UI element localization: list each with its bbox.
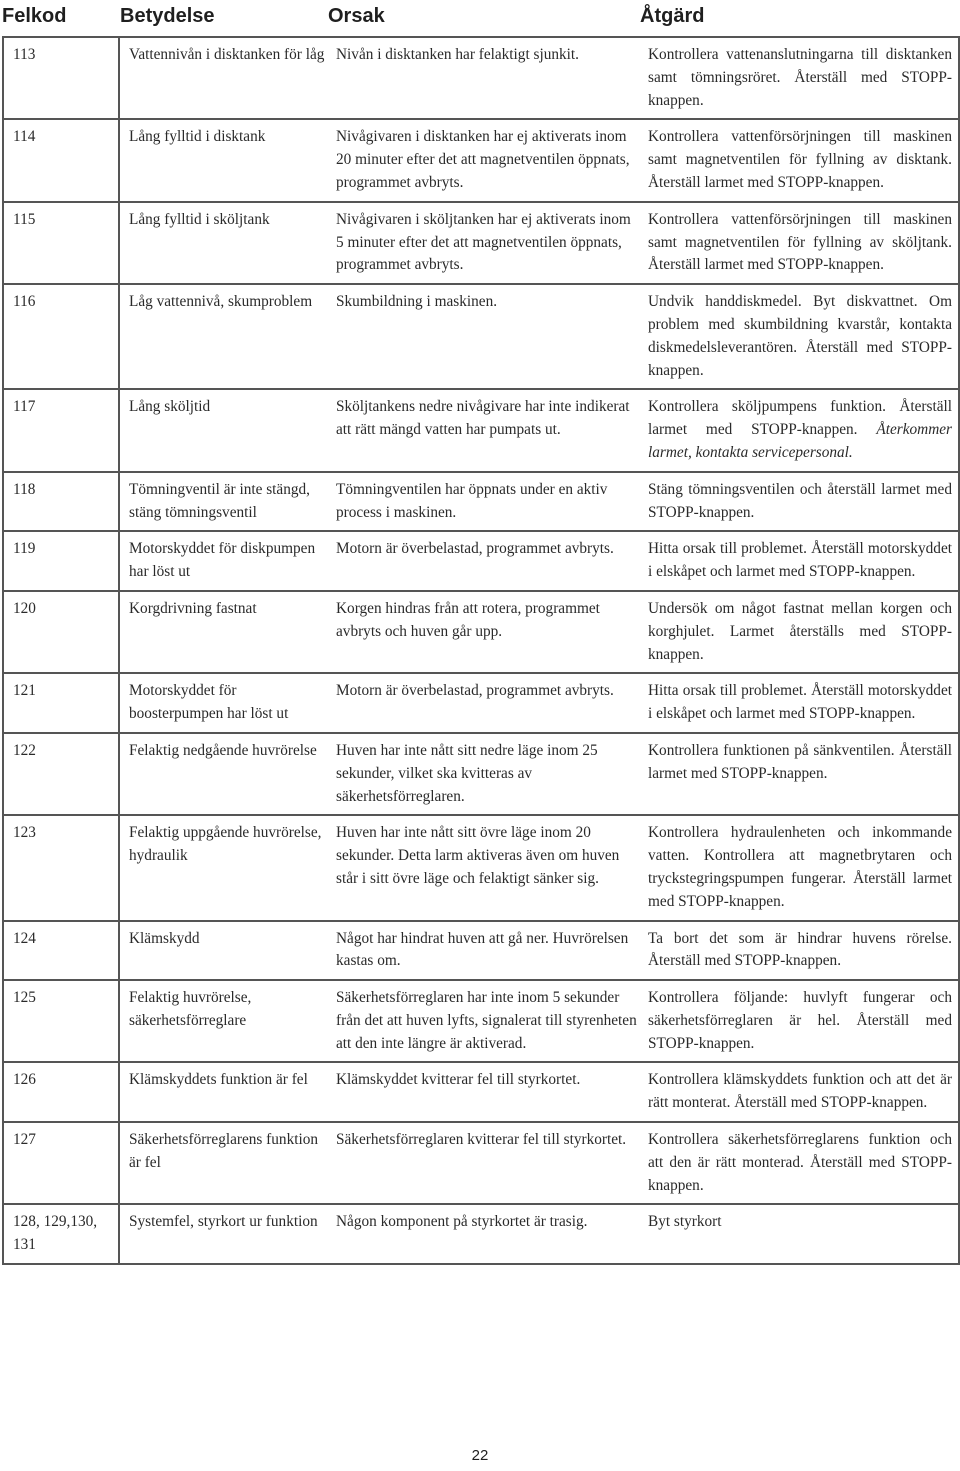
error-action-text: Kontrollera följande: huvlyft fungerar och säkerhetsförreglaren är hel. Återställ med STOPP-knappen.	[648, 989, 952, 1052]
error-meaning-text: Motorskyddet för boosterpumpen har löst ut	[129, 682, 289, 723]
error-code	[3, 980, 119, 1062]
error-code-text: 114	[13, 128, 36, 146]
error-meaning-text: Säkerhetsförreglarens funktion är fel	[129, 1131, 319, 1171]
error-action	[639, 1062, 959, 1122]
error-meaning-text: Felaktig uppgående huvrörelse, hydraulik	[129, 824, 322, 865]
page-number: 22	[471, 1447, 489, 1464]
error-code	[3, 1062, 119, 1122]
error-code	[3, 1122, 119, 1204]
error-meaning	[119, 980, 327, 1062]
error-cause	[327, 733, 639, 815]
error-meaning-text: Tömningventil är inte stängd, stäng tömningsventil	[129, 480, 310, 521]
error-meaning-text: Felaktig huvrörelse, säkerhetsförreglare	[129, 989, 252, 1029]
error-cause	[327, 815, 639, 920]
error-meaning	[119, 591, 327, 673]
error-code-text: 113	[13, 46, 36, 63]
error-meaning-text: Lång fylltid i sköljtank	[129, 210, 270, 228]
error-code	[3, 389, 119, 471]
error-code-text: 116	[13, 293, 36, 311]
error-code-text: 122	[13, 741, 36, 759]
error-code-text: 118	[13, 480, 36, 498]
error-meaning	[119, 531, 327, 591]
error-cause-text: Motorn är överbelastad, programmet avbryts.	[336, 682, 614, 700]
error-code-text: 119	[13, 540, 36, 558]
error-action-text: Stäng tömningsventilen och återställ larmet med STOPP-knappen.	[648, 480, 952, 521]
table-row	[3, 815, 959, 920]
error-code-text: 123	[13, 824, 36, 842]
table-row	[3, 531, 959, 591]
error-action	[639, 119, 959, 201]
error-cause	[327, 531, 639, 591]
error-action	[639, 1204, 959, 1264]
error-action	[639, 389, 959, 471]
error-meaning-text: Vattennivån i disktanken för låg	[129, 46, 325, 63]
error-action	[639, 733, 959, 815]
error-action-text: Hitta orsak till problemet. Återställ motorskyddet i elskåpet och larmet med STOPP-knappen.	[648, 540, 952, 581]
error-cause	[327, 980, 639, 1062]
error-action	[639, 980, 959, 1062]
table-header	[0, 0, 960, 36]
error-action-text: Kontrollera vattenförsörjningen till maskinen samt magnetventilen för fyllning av sköljtank. Återställ larmet med STOPP-knappen.	[648, 210, 952, 274]
error-action-text: Hitta orsak till problemet. Återställ motorskyddet i elskåpet och larmet med STOPP-knappen.	[648, 682, 952, 723]
error-cause	[327, 591, 639, 673]
error-code-text: 126	[13, 1071, 36, 1089]
table-row	[3, 591, 959, 673]
error-code-text: 128, 129,130, 131	[13, 1213, 98, 1254]
table-row	[3, 472, 959, 532]
error-cause-text: Klämskyddet kvitterar fel till styrkortet.	[336, 1071, 581, 1089]
error-code-text: 127	[13, 1131, 36, 1149]
error-cause-text: Huven har inte nått sitt nedre läge inom 25 sekunder, vilket ska kvitteras av säkerhetsförreglaren.	[336, 741, 598, 805]
table-row	[3, 37, 959, 119]
error-cause	[327, 921, 639, 981]
error-meaning-text: Klämskydd	[129, 929, 200, 947]
error-cause-text: Skumbildning i maskinen.	[336, 293, 498, 311]
table-row	[3, 284, 959, 389]
error-code	[3, 472, 119, 532]
error-cause	[327, 472, 639, 532]
error-meaning	[119, 1122, 327, 1204]
error-meaning	[119, 119, 327, 201]
table-row	[3, 1062, 959, 1122]
error-action	[639, 472, 959, 532]
error-meaning	[119, 921, 327, 981]
error-cause	[327, 389, 639, 471]
error-meaning-text: Systemfel, styrkort ur funktion	[129, 1213, 318, 1231]
error-cause-text: Huven har inte nått sitt övre läge inom 20 sekunder. Detta larm aktiveras även om huven står i sitt övre läge och felaktigt sänker sig.	[336, 824, 620, 887]
error-action-text: Undersök om något fastnat mellan korgen och korghjulet. Larmet återställs med STOPP-knappen.	[648, 599, 952, 663]
error-code	[3, 1204, 119, 1264]
error-code	[3, 284, 119, 389]
error-action-text: Undvik handdiskmedel. Byt diskvattnet. Om problem med skumbildning kvarstår, kontakta diskmedelsleverantören. Återställ med STOPP-knappen.	[648, 293, 952, 379]
error-code-text: 125	[13, 989, 36, 1007]
error-meaning-text: Låg vattennivå, skumproblem	[129, 293, 313, 311]
error-action-text: Kontrollera sköljpumpens funktion. Återställ larmet med STOPP-knappen.	[648, 398, 952, 439]
error-meaning-text: Lång sköljtid	[129, 398, 211, 416]
error-cause	[327, 202, 639, 284]
error-code	[3, 921, 119, 981]
error-code	[3, 673, 119, 733]
error-cause-text: Säkerhetsförreglaren har inte inom 5 sekunder från det att huven lyfts, signalerat till styrenheten att den inte längre är aktiverad.	[336, 989, 637, 1052]
error-cause-text: Nivån i disktanken har felaktigt sjunkit.	[336, 46, 580, 63]
error-cause-text: Nivågivaren i disktanken har ej aktiverats inom 20 minuter efter det att magnetventilen öppnats, programmet avbryts.	[336, 128, 630, 191]
error-code-table	[2, 36, 960, 1265]
error-meaning	[119, 202, 327, 284]
table-row	[3, 389, 959, 471]
error-cause-text: Tömningventilen har öppnats under en aktiv process i maskinen.	[336, 480, 608, 521]
table-row	[3, 1122, 959, 1204]
error-code-text: 124	[13, 929, 36, 947]
error-cause-text: Någon komponent på styrkortet är trasig.	[336, 1213, 588, 1231]
error-action	[639, 1122, 959, 1204]
error-action-text: Kontrollera vattenförsörjningen till maskinen samt magnetventilen för fyllning av disktank. Återställ larmet med STOPP-knappen.	[648, 128, 952, 191]
error-cause-text: Nivågivaren i sköljtanken har ej aktiverats inom 5 minuter efter det att magnetventilen öppnats, programmet avbryts.	[336, 210, 631, 274]
error-meaning	[119, 284, 327, 389]
error-meaning	[119, 389, 327, 471]
error-action	[639, 921, 959, 981]
error-action	[639, 531, 959, 591]
error-cause	[327, 1204, 639, 1264]
error-action	[639, 591, 959, 673]
error-code-text: 120	[13, 599, 36, 617]
error-cause-text: Korgen hindras från att rotera, programmet avbryts och huven går upp.	[336, 599, 600, 640]
error-code	[3, 591, 119, 673]
error-action-text: Kontrollera hydraulenheten och inkommande vatten. Kontrollera att magnetbrytaren och tryckstegringspumpen fungerar. Återställ larmet med STOPP-knappen.	[648, 824, 952, 910]
error-cause-text: Säkerhetsförreglaren kvitterar fel till styrkortet.	[336, 1131, 627, 1149]
error-meaning	[119, 472, 327, 532]
error-meaning	[119, 815, 327, 920]
table-row	[3, 673, 959, 733]
error-cause	[327, 119, 639, 201]
error-action-text: Ta bort det som är hindrar huvens rörelse. Återställ med STOPP-knappen.	[648, 929, 952, 970]
error-meaning-text: Lång fylltid i disktank	[129, 128, 266, 146]
error-code-rows	[3, 37, 959, 1264]
error-code-text: 121	[13, 682, 36, 700]
table-row	[3, 921, 959, 981]
error-cause-text: Något har hindrat huven att gå ner. Huvrörelsen kastas om.	[336, 929, 629, 970]
error-code	[3, 531, 119, 591]
error-action	[639, 284, 959, 389]
header-atgard: Åtgärd	[640, 5, 705, 27]
error-code	[3, 119, 119, 201]
error-meaning	[119, 37, 327, 119]
error-cause	[327, 37, 639, 119]
error-action	[639, 37, 959, 119]
error-code-text: 115	[13, 210, 36, 228]
table-row	[3, 1204, 959, 1264]
error-action	[639, 815, 959, 920]
error-action-text: Byt styrkort	[648, 1213, 722, 1231]
error-meaning-text: Klämskyddets funktion är fel	[129, 1071, 308, 1089]
error-code	[3, 37, 119, 119]
error-meaning	[119, 1204, 327, 1264]
error-cause	[327, 673, 639, 733]
error-cause	[327, 1122, 639, 1204]
error-action-note: Återkommer larmet, kontakta servicepersonal.	[648, 421, 953, 461]
error-cause-text: Motorn är överbelastad, programmet avbryts.	[336, 540, 614, 558]
error-meaning-text: Korgdrivning fastnat	[129, 599, 257, 617]
error-meaning	[119, 1062, 327, 1122]
header-felkod: Felkod	[2, 5, 67, 27]
error-cause	[327, 284, 639, 389]
error-action	[639, 673, 959, 733]
error-action-text: Kontrollera säkerhetsförreglarens funktion och att den är rätt monterad. Återställ med STOPP-knappen.	[648, 1131, 952, 1194]
table-row	[3, 119, 959, 201]
error-action-text: Kontrollera vattenanslutningarna till disktanken samt tömningsröret. Återställ med STOPP-knappen.	[648, 46, 952, 109]
table-row	[3, 980, 959, 1062]
header-orsak: Orsak	[328, 5, 385, 27]
error-meaning	[119, 673, 327, 733]
error-code	[3, 202, 119, 284]
table-row	[3, 733, 959, 815]
error-meaning	[119, 733, 327, 815]
table-row	[3, 202, 959, 284]
header-betydelse: Betydelse	[120, 5, 215, 27]
error-cause	[327, 1062, 639, 1122]
error-code-text: 117	[13, 398, 36, 416]
error-action-text: Kontrollera klämskyddets funktion och att det är rätt monterat. Återställ med STOPP-knappen.	[648, 1071, 952, 1112]
error-code	[3, 815, 119, 920]
error-meaning-text: Motorskyddet för diskpumpen har löst ut	[129, 540, 316, 581]
error-action	[639, 202, 959, 284]
error-cause-text: Sköljtankens nedre nivågivare har inte indikerat att rätt mängd vatten har pumpats ut.	[336, 398, 630, 439]
error-meaning-text: Felaktig nedgående huvrörelse	[129, 741, 317, 759]
error-action-text: Kontrollera funktionen på sänkventilen. Återställ larmet med STOPP-knappen.	[648, 741, 952, 782]
error-code	[3, 733, 119, 815]
